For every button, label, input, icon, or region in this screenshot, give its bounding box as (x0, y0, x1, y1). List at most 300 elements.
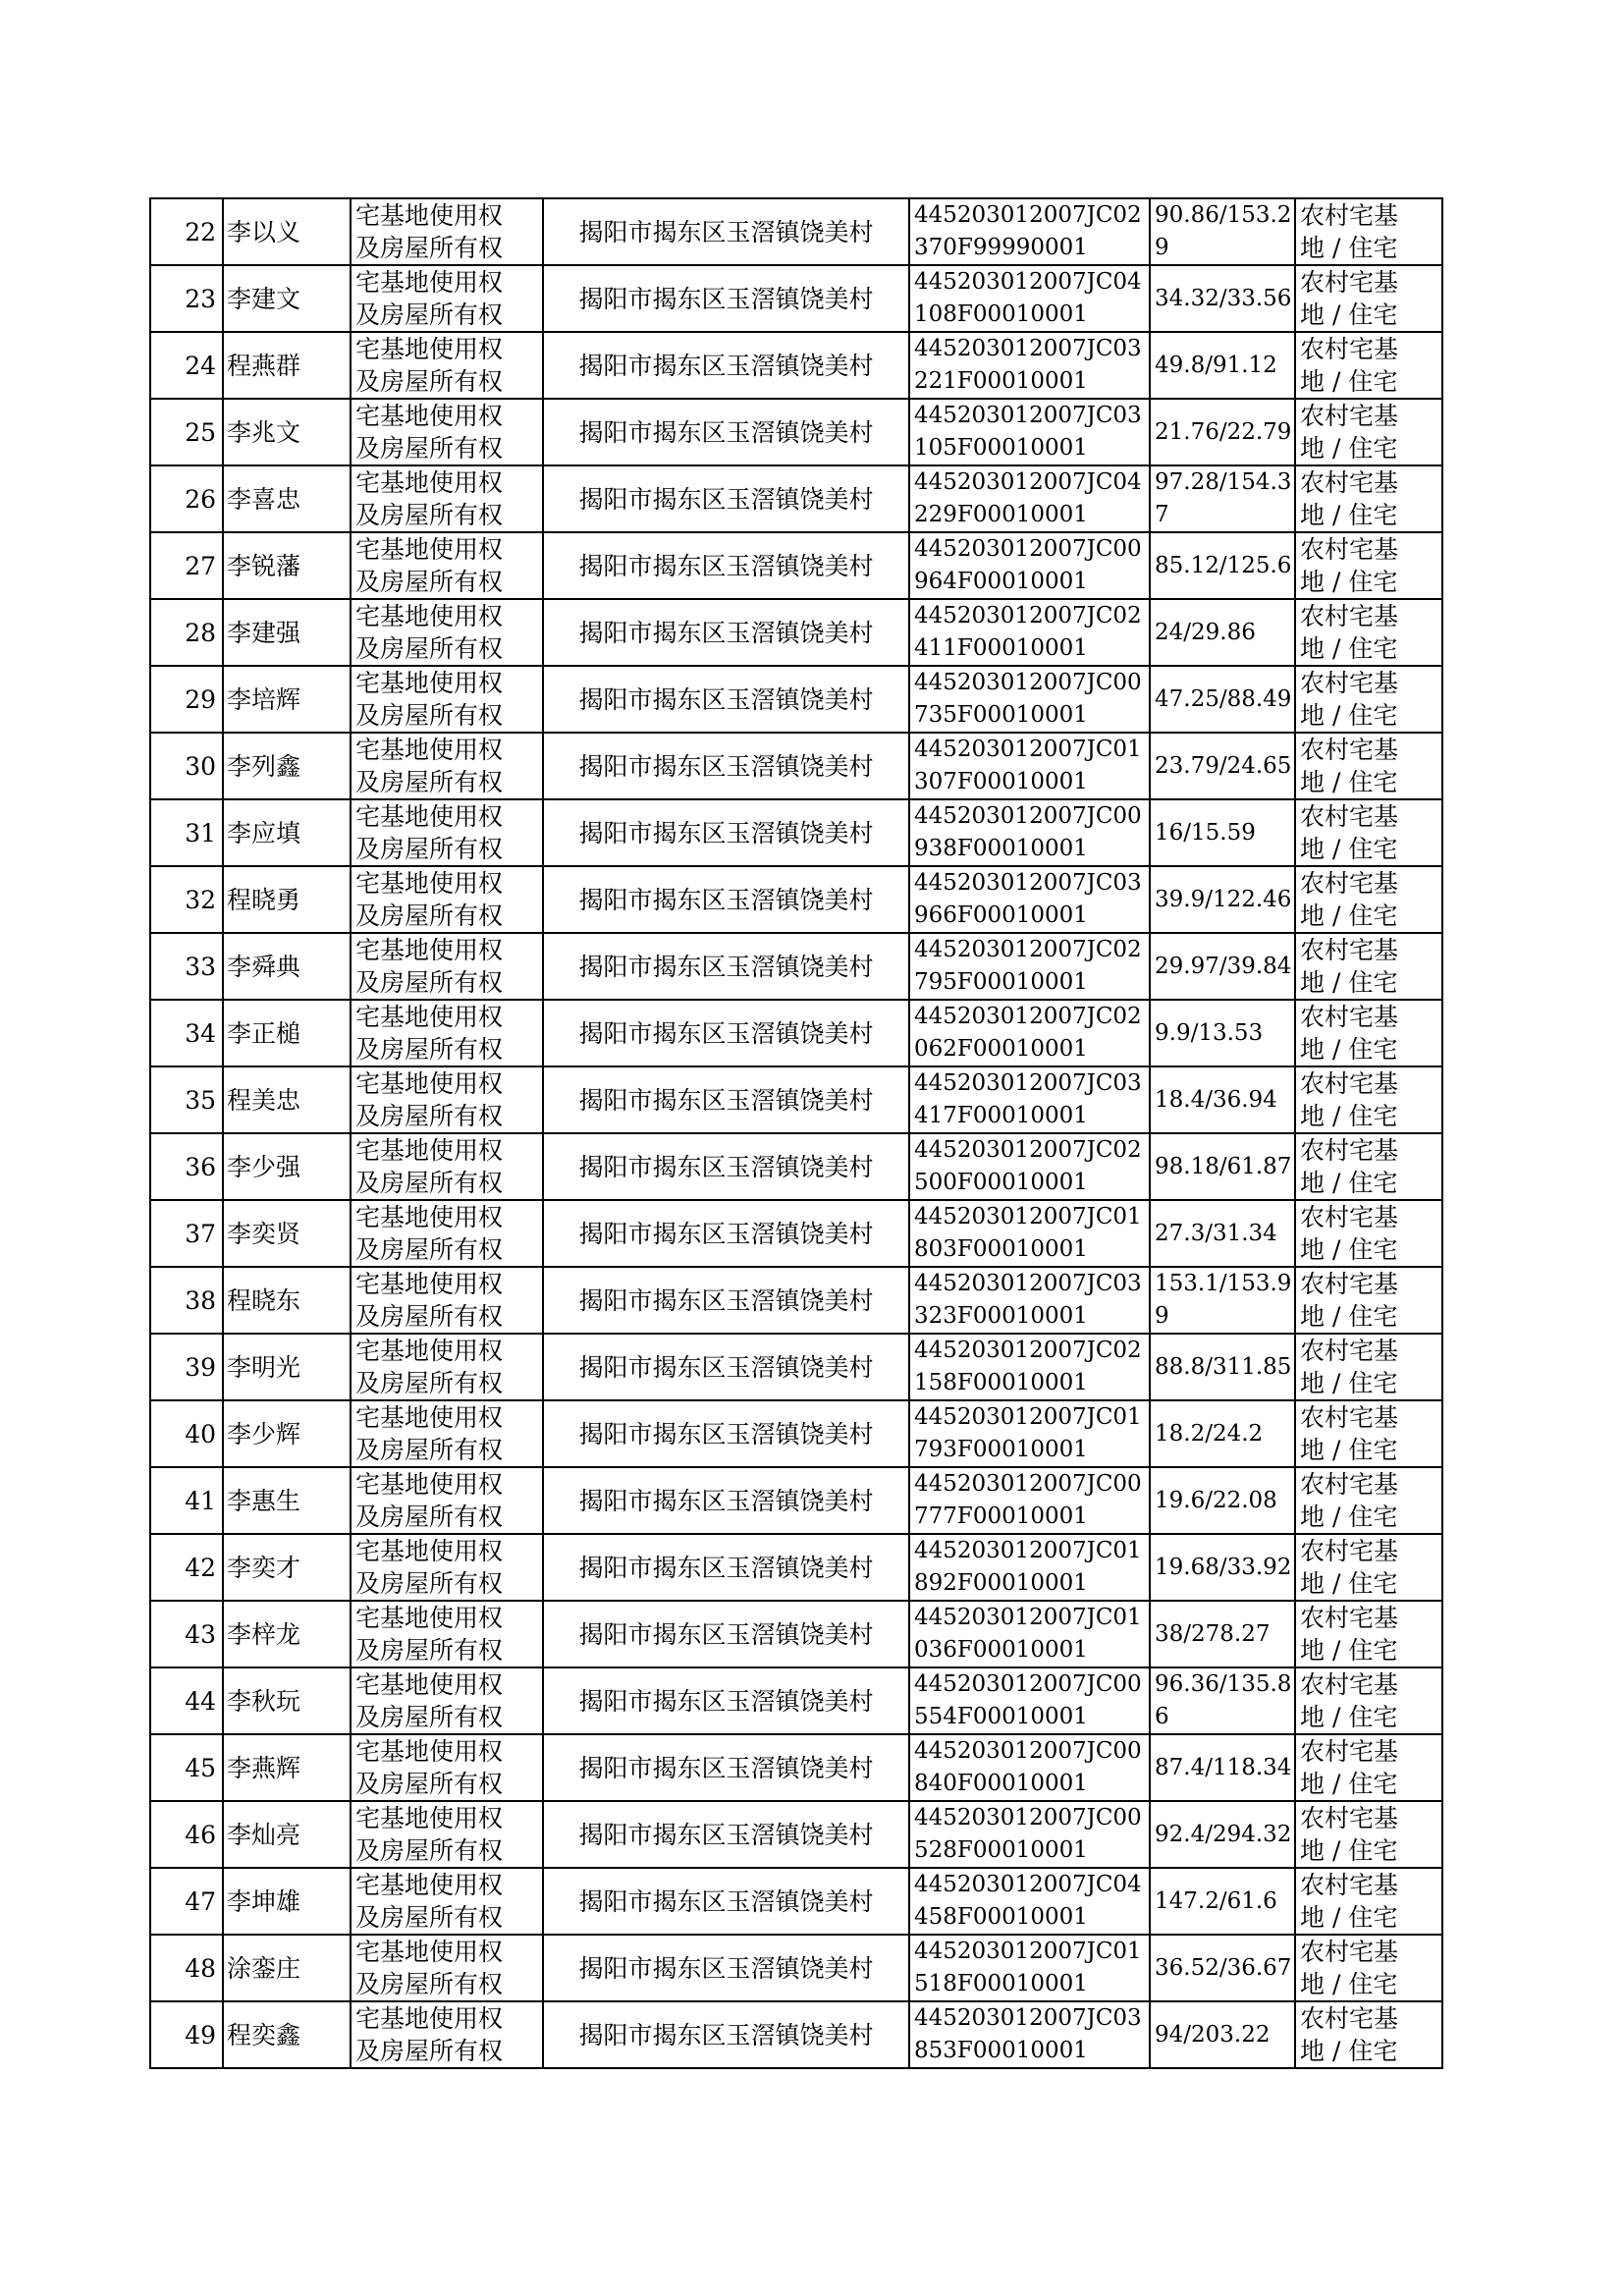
parcel-code-cell: 445203012007JC03323F00010001 (909, 1267, 1150, 1334)
location-cell: 揭阳市揭东区玉滘镇饶美村 (543, 399, 909, 465)
land-use-cell-line: 农村宅基 (1300, 402, 1399, 430)
location-cell: 揭阳市揭东区玉滘镇饶美村 (543, 198, 909, 265)
land-use-cell-line: 农村宅基 (1300, 602, 1399, 630)
right-type-cell-line: 宅基地使用权 (355, 1003, 504, 1031)
right-type-cell (351, 332, 543, 399)
row-number-cell: 23 (150, 265, 223, 332)
land-use-cell-line: 地 / 住宅 (1300, 1169, 1398, 1197)
land-use-cell (1295, 799, 1442, 866)
right-type-cell-line: 宅基地使用权 (355, 535, 504, 564)
right-type-cell (351, 933, 543, 1000)
land-use-cell (1295, 1935, 1442, 2001)
land-use-cell-line: 地 / 住宅 (1300, 1503, 1398, 1531)
owner-name-cell: 李少辉 (223, 1400, 351, 1467)
location-cell: 揭阳市揭东区玉滘镇饶美村 (543, 332, 909, 399)
right-type-cell-line: 及房屋所有权 (355, 1770, 504, 1798)
land-use-cell-line: 地 / 住宅 (1300, 902, 1398, 930)
row-number-cell: 43 (150, 1601, 223, 1667)
location-cell: 揭阳市揭东区玉滘镇饶美村 (543, 1868, 909, 1935)
location-cell: 揭阳市揭东区玉滘镇饶美村 (543, 1801, 909, 1868)
parcel-code-cell: 445203012007JC01892F00010001 (909, 1534, 1150, 1601)
location-cell: 揭阳市揭东区玉滘镇饶美村 (543, 799, 909, 866)
row-number-cell: 46 (150, 1801, 223, 1868)
land-use-cell (1295, 1066, 1442, 1133)
right-type-cell-line: 宅基地使用权 (355, 869, 504, 898)
table-row (150, 532, 1442, 599)
area-cell: 39.9/122.46 (1150, 866, 1295, 933)
land-use-cell-line: 地 / 住宅 (1300, 768, 1398, 796)
land-use-cell-line: 地 / 住宅 (1300, 568, 1398, 596)
area-cell: 18.4/36.94 (1150, 1066, 1295, 1133)
land-use-cell (1295, 1467, 1442, 1534)
owner-name-cell: 李建文 (223, 265, 351, 332)
area-cell: 23.79/24.65 (1150, 733, 1295, 799)
owner-name-cell: 李惠生 (223, 1467, 351, 1534)
land-use-cell-line: 农村宅基 (1300, 1337, 1399, 1365)
row-number-cell: 32 (150, 866, 223, 933)
row-number-cell: 26 (150, 465, 223, 532)
right-type-cell (351, 1267, 543, 1334)
table-row (150, 1334, 1442, 1400)
owner-name-cell: 李奕贤 (223, 1200, 351, 1267)
land-use-cell (1295, 332, 1442, 399)
right-type-cell-line: 宅基地使用权 (355, 1604, 504, 1632)
location-cell: 揭阳市揭东区玉滘镇饶美村 (543, 265, 909, 332)
right-type-cell (351, 532, 543, 599)
right-type-cell-line: 及房屋所有权 (355, 1836, 504, 1865)
land-use-cell-line: 地 / 住宅 (1300, 1903, 1398, 1932)
right-type-cell-line: 及房屋所有权 (355, 2037, 504, 2065)
location-cell: 揭阳市揭东区玉滘镇饶美村 (543, 1267, 909, 1334)
parcel-code-cell: 445203012007JC01518F00010001 (909, 1935, 1150, 2001)
owner-name-cell: 李以义 (223, 198, 351, 265)
land-use-cell-line: 地 / 住宅 (1300, 367, 1398, 396)
land-use-cell (1295, 1868, 1442, 1935)
land-use-cell (1295, 666, 1442, 733)
owner-name-cell: 李正槌 (223, 1000, 351, 1066)
land-use-cell-line: 农村宅基 (1300, 1938, 1399, 1966)
row-number-cell: 48 (150, 1935, 223, 2001)
right-type-cell-line: 宅基地使用权 (355, 268, 504, 297)
right-type-cell-line: 宅基地使用权 (355, 1537, 504, 1565)
land-use-cell (1295, 1400, 1442, 1467)
area-cell: 88.8/311.85 (1150, 1334, 1295, 1400)
owner-name-cell: 李灿亮 (223, 1801, 351, 1868)
land-use-cell-line: 农村宅基 (1300, 1670, 1399, 1699)
right-type-cell (351, 666, 543, 733)
land-use-cell (1295, 933, 1442, 1000)
right-type-cell-line: 宅基地使用权 (355, 468, 504, 497)
right-type-cell-line: 及房屋所有权 (355, 1235, 504, 1264)
table-row (150, 1801, 1442, 1868)
land-use-cell (1295, 1734, 1442, 1801)
right-type-cell-line: 及房屋所有权 (355, 367, 504, 396)
row-number-cell: 35 (150, 1066, 223, 1133)
row-number-cell: 39 (150, 1334, 223, 1400)
land-use-cell-line: 地 / 住宅 (1300, 1369, 1398, 1397)
land-use-cell (1295, 1200, 1442, 1267)
land-use-cell-line: 农村宅基 (1300, 1136, 1399, 1165)
table-row (150, 1400, 1442, 1467)
right-type-cell (351, 1000, 543, 1066)
parcel-code-cell: 445203012007JC03417F00010001 (909, 1066, 1150, 1133)
parcel-code-cell: 445203012007JC02062F00010001 (909, 1000, 1150, 1066)
parcel-code-cell: 445203012007JC01307F00010001 (909, 733, 1150, 799)
row-number-cell: 44 (150, 1667, 223, 1734)
land-use-cell-line: 地 / 住宅 (1300, 1302, 1398, 1331)
parcel-code-cell: 445203012007JC00554F00010001 (909, 1667, 1150, 1734)
table-row (150, 1133, 1442, 1200)
table-row (150, 733, 1442, 799)
location-cell: 揭阳市揭东区玉滘镇饶美村 (543, 666, 909, 733)
right-type-cell-line: 及房屋所有权 (355, 1903, 504, 1932)
right-type-cell-line: 及房屋所有权 (355, 1569, 504, 1598)
area-cell: 19.6/22.08 (1150, 1467, 1295, 1534)
table-row (150, 1267, 1442, 1334)
right-type-cell (351, 866, 543, 933)
table-row (150, 1534, 1442, 1601)
right-type-cell (351, 1133, 543, 1200)
owner-name-cell: 程燕群 (223, 332, 351, 399)
location-cell: 揭阳市揭东区玉滘镇饶美村 (543, 1534, 909, 1601)
area-cell: 19.68/33.92 (1150, 1534, 1295, 1601)
parcel-code-cell: 445203012007JC03966F00010001 (909, 866, 1150, 933)
parcel-code-cell: 445203012007JC00735F00010001 (909, 666, 1150, 733)
row-number-cell: 45 (150, 1734, 223, 1801)
parcel-code-cell: 445203012007JC00964F00010001 (909, 532, 1150, 599)
right-type-cell-line: 宅基地使用权 (355, 1737, 504, 1766)
owner-name-cell: 涂銮庄 (223, 1935, 351, 2001)
table-row (150, 1200, 1442, 1267)
right-type-cell (351, 599, 543, 666)
area-cell: 34.32/33.56 (1150, 265, 1295, 332)
land-use-cell-line: 地 / 住宅 (1300, 1703, 1398, 1731)
right-type-cell-line: 及房屋所有权 (355, 1369, 504, 1397)
land-use-cell-line: 农村宅基 (1300, 468, 1399, 497)
land-use-cell (1295, 733, 1442, 799)
right-type-cell (351, 1734, 543, 1801)
area-cell: 24/29.86 (1150, 599, 1295, 666)
parcel-code-cell: 445203012007JC01793F00010001 (909, 1400, 1150, 1467)
location-cell: 揭阳市揭东区玉滘镇饶美村 (543, 532, 909, 599)
land-use-cell-line: 农村宅基 (1300, 1003, 1399, 1031)
parcel-code-cell: 445203012007JC02370F99990001 (909, 198, 1150, 265)
right-type-cell (351, 1066, 543, 1133)
owner-name-cell: 李喜忠 (223, 465, 351, 532)
parcel-code-cell: 445203012007JC01803F00010001 (909, 1200, 1150, 1267)
row-number-cell: 30 (150, 733, 223, 799)
right-type-cell-line: 宅基地使用权 (355, 1403, 504, 1432)
land-use-cell (1295, 1267, 1442, 1334)
owner-name-cell: 李明光 (223, 1334, 351, 1400)
location-cell: 揭阳市揭东区玉滘镇饶美村 (543, 599, 909, 666)
row-number-cell: 24 (150, 332, 223, 399)
right-type-cell-line: 宅基地使用权 (355, 1470, 504, 1499)
parcel-code-cell: 445203012007JC03221F00010001 (909, 332, 1150, 399)
right-type-cell-line: 及房屋所有权 (355, 301, 504, 329)
land-use-cell-line: 地 / 住宅 (1300, 1035, 1398, 1064)
right-type-cell (351, 1334, 543, 1400)
land-use-cell-line: 农村宅基 (1300, 1203, 1399, 1231)
land-use-cell-line: 农村宅基 (1300, 1604, 1399, 1632)
table-row (150, 1066, 1442, 1133)
area-cell: 147.2/61.6 (1150, 1868, 1295, 1935)
parcel-code-cell: 445203012007JC00528F00010001 (909, 1801, 1150, 1868)
right-type-cell (351, 1868, 543, 1935)
owner-name-cell: 程晓东 (223, 1267, 351, 1334)
table-row (150, 465, 1442, 532)
area-cell: 47.25/88.49 (1150, 666, 1295, 733)
right-type-cell-line: 及房屋所有权 (355, 1035, 504, 1064)
right-type-cell-line: 及房屋所有权 (355, 234, 504, 262)
right-type-cell-line: 及房屋所有权 (355, 568, 504, 596)
land-use-cell-line: 地 / 住宅 (1300, 701, 1398, 730)
parcel-code-cell: 445203012007JC04458F00010001 (909, 1868, 1150, 1935)
land-use-cell-line: 农村宅基 (1300, 2004, 1399, 2033)
land-use-cell-line: 农村宅基 (1300, 1871, 1399, 1899)
right-type-cell (351, 1601, 543, 1667)
land-use-cell (1295, 399, 1442, 465)
area-cell: 9.9/13.53 (1150, 1000, 1295, 1066)
row-number-cell: 49 (150, 2001, 223, 2068)
table-row (150, 1935, 1442, 2001)
land-use-cell-line: 地 / 住宅 (1300, 1235, 1398, 1264)
right-type-cell-line: 宅基地使用权 (355, 1337, 504, 1365)
right-type-cell (351, 799, 543, 866)
owner-name-cell: 李锐藩 (223, 532, 351, 599)
land-use-cell-line: 农村宅基 (1300, 1737, 1399, 1766)
land-use-cell-line: 地 / 住宅 (1300, 1436, 1398, 1464)
land-use-cell-line: 地 / 住宅 (1300, 634, 1398, 663)
land-use-cell (1295, 1801, 1442, 1868)
owner-name-cell: 程美忠 (223, 1066, 351, 1133)
owner-name-cell: 李建强 (223, 599, 351, 666)
land-use-cell-line: 农村宅基 (1300, 936, 1399, 964)
owner-name-cell: 李少强 (223, 1133, 351, 1200)
location-cell: 揭阳市揭东区玉滘镇饶美村 (543, 933, 909, 1000)
right-type-cell-line: 宅基地使用权 (355, 602, 504, 630)
land-use-cell-line: 农村宅基 (1300, 1804, 1399, 1832)
owner-name-cell: 李应填 (223, 799, 351, 866)
land-use-cell (1295, 866, 1442, 933)
right-type-cell-line: 宅基地使用权 (355, 1203, 504, 1231)
parcel-code-cell: 445203012007JC00777F00010001 (909, 1467, 1150, 1534)
right-type-cell-line: 宅基地使用权 (355, 1670, 504, 1699)
right-type-cell (351, 1400, 543, 1467)
location-cell: 揭阳市揭东区玉滘镇饶美村 (543, 1467, 909, 1534)
row-number-cell: 22 (150, 198, 223, 265)
right-type-cell (351, 399, 543, 465)
table-row (150, 799, 1442, 866)
location-cell: 揭阳市揭东区玉滘镇饶美村 (543, 733, 909, 799)
table-row (150, 933, 1442, 1000)
land-use-cell-line: 农村宅基 (1300, 1537, 1399, 1565)
land-use-cell (1295, 532, 1442, 599)
right-type-cell (351, 1467, 543, 1534)
land-use-cell (1295, 1534, 1442, 1601)
right-type-cell-line: 及房屋所有权 (355, 701, 504, 730)
land-use-cell-line: 农村宅基 (1300, 201, 1399, 230)
right-type-cell-line: 及房屋所有权 (355, 501, 504, 529)
land-use-cell-line: 农村宅基 (1300, 802, 1399, 831)
right-type-cell-line: 及房屋所有权 (355, 1503, 504, 1531)
location-cell: 揭阳市揭东区玉滘镇饶美村 (543, 2001, 909, 2068)
table-row (150, 1667, 1442, 1734)
right-type-cell-line: 及房屋所有权 (355, 1436, 504, 1464)
right-type-cell-line: 宅基地使用权 (355, 936, 504, 964)
table-row (150, 599, 1442, 666)
right-type-cell-line: 及房屋所有权 (355, 1703, 504, 1731)
area-cell: 153.1/153.99 (1150, 1267, 1295, 1334)
row-number-cell: 47 (150, 1868, 223, 1935)
right-type-cell-line: 宅基地使用权 (355, 402, 504, 430)
right-type-cell-line: 宅基地使用权 (355, 802, 504, 831)
land-use-cell-line: 地 / 住宅 (1300, 1102, 1398, 1130)
row-number-cell: 41 (150, 1467, 223, 1534)
location-cell: 揭阳市揭东区玉滘镇饶美村 (543, 1935, 909, 2001)
parcel-code-cell: 445203012007JC02795F00010001 (909, 933, 1150, 1000)
owner-name-cell: 李舜典 (223, 933, 351, 1000)
right-type-cell-line: 宅基地使用权 (355, 201, 504, 230)
owner-name-cell: 李兆文 (223, 399, 351, 465)
land-use-cell-line: 地 / 住宅 (1300, 968, 1398, 997)
right-type-cell (351, 1200, 543, 1267)
table-row (150, 1868, 1442, 1935)
location-cell: 揭阳市揭东区玉滘镇饶美村 (543, 1400, 909, 1467)
row-number-cell: 40 (150, 1400, 223, 1467)
right-type-cell (351, 265, 543, 332)
table-row (150, 265, 1442, 332)
area-cell: 36.52/36.67 (1150, 1935, 1295, 2001)
land-use-cell-line: 地 / 住宅 (1300, 2037, 1398, 2065)
land-use-cell-line: 农村宅基 (1300, 268, 1399, 297)
area-cell: 38/278.27 (1150, 1601, 1295, 1667)
location-cell: 揭阳市揭东区玉滘镇饶美村 (543, 1734, 909, 1801)
registry-table (149, 197, 1443, 2069)
land-use-cell-line: 地 / 住宅 (1300, 1836, 1398, 1865)
land-use-cell-line: 农村宅基 (1300, 1270, 1399, 1298)
location-cell: 揭阳市揭东区玉滘镇饶美村 (543, 1000, 909, 1066)
parcel-code-cell: 445203012007JC00938F00010001 (909, 799, 1150, 866)
row-number-cell: 36 (150, 1133, 223, 1200)
right-type-cell (351, 1801, 543, 1868)
right-type-cell-line: 宅基地使用权 (355, 1069, 504, 1098)
right-type-cell (351, 1667, 543, 1734)
right-type-cell-line: 宅基地使用权 (355, 669, 504, 697)
location-cell: 揭阳市揭东区玉滘镇饶美村 (543, 1667, 909, 1734)
land-use-cell-line: 地 / 住宅 (1300, 1569, 1398, 1598)
area-cell: 92.4/294.32 (1150, 1801, 1295, 1868)
table-row (150, 399, 1442, 465)
land-use-cell (1295, 2001, 1442, 2068)
area-cell: 16/15.59 (1150, 799, 1295, 866)
parcel-code-cell: 445203012007JC04108F00010001 (909, 265, 1150, 332)
right-type-cell-line: 及房屋所有权 (355, 1970, 504, 1998)
owner-name-cell: 李奕才 (223, 1534, 351, 1601)
land-use-cell-line: 地 / 住宅 (1300, 1770, 1398, 1798)
row-number-cell: 38 (150, 1267, 223, 1334)
location-cell: 揭阳市揭东区玉滘镇饶美村 (543, 1133, 909, 1200)
land-use-cell-line: 地 / 住宅 (1300, 301, 1398, 329)
table-row (150, 1734, 1442, 1801)
parcel-code-cell: 445203012007JC02158F00010001 (909, 1334, 1150, 1400)
area-cell: 96.36/135.86 (1150, 1667, 1295, 1734)
right-type-cell (351, 1534, 543, 1601)
right-type-cell-line: 宅基地使用权 (355, 1938, 504, 1966)
land-use-cell (1295, 599, 1442, 666)
right-type-cell-line: 及房屋所有权 (355, 434, 504, 463)
right-type-cell-line: 宅基地使用权 (355, 335, 504, 363)
parcel-code-cell: 445203012007JC02500F00010001 (909, 1133, 1150, 1200)
table-row (150, 2001, 1442, 2068)
right-type-cell (351, 1935, 543, 2001)
row-number-cell: 37 (150, 1200, 223, 1267)
area-cell: 29.97/39.84 (1150, 933, 1295, 1000)
right-type-cell-line: 及房屋所有权 (355, 1636, 504, 1665)
table-row (150, 666, 1442, 733)
location-cell: 揭阳市揭东区玉滘镇饶美村 (543, 465, 909, 532)
land-use-cell-line: 农村宅基 (1300, 669, 1399, 697)
right-type-cell (351, 2001, 543, 2068)
table-row (150, 1000, 1442, 1066)
table-row (150, 1601, 1442, 1667)
table-row (150, 866, 1442, 933)
registry-table-body (150, 198, 1442, 2068)
right-type-cell-line: 及房屋所有权 (355, 1302, 504, 1331)
land-use-cell-line: 地 / 住宅 (1300, 835, 1398, 863)
row-number-cell: 42 (150, 1534, 223, 1601)
table-row (150, 1467, 1442, 1534)
land-use-cell-line: 地 / 住宅 (1300, 501, 1398, 529)
table-row (150, 198, 1442, 265)
area-cell: 18.2/24.2 (1150, 1400, 1295, 1467)
area-cell: 94/203.22 (1150, 2001, 1295, 2068)
owner-name-cell: 李梓龙 (223, 1601, 351, 1667)
owner-name-cell: 李秋玩 (223, 1667, 351, 1734)
row-number-cell: 33 (150, 933, 223, 1000)
right-type-cell-line: 及房屋所有权 (355, 634, 504, 663)
right-type-cell-line: 宅基地使用权 (355, 736, 504, 764)
land-use-cell-line: 农村宅基 (1300, 1470, 1399, 1499)
right-type-cell-line: 及房屋所有权 (355, 1169, 504, 1197)
area-cell: 98.18/61.87 (1150, 1133, 1295, 1200)
land-use-cell-line: 农村宅基 (1300, 535, 1399, 564)
area-cell: 87.4/118.34 (1150, 1734, 1295, 1801)
land-use-cell (1295, 1000, 1442, 1066)
right-type-cell (351, 465, 543, 532)
owner-name-cell: 李培辉 (223, 666, 351, 733)
parcel-code-cell: 445203012007JC01036F00010001 (909, 1601, 1150, 1667)
owner-name-cell: 程晓勇 (223, 866, 351, 933)
right-type-cell-line: 宅基地使用权 (355, 1136, 504, 1165)
area-cell: 21.76/22.79 (1150, 399, 1295, 465)
right-type-cell-line: 及房屋所有权 (355, 902, 504, 930)
parcel-code-cell: 445203012007JC03105F00010001 (909, 399, 1150, 465)
area-cell: 85.12/125.6 (1150, 532, 1295, 599)
right-type-cell-line: 宅基地使用权 (355, 1871, 504, 1899)
parcel-code-cell: 445203012007JC04229F00010001 (909, 465, 1150, 532)
area-cell: 97.28/154.37 (1150, 465, 1295, 532)
land-use-cell-line: 农村宅基 (1300, 869, 1399, 898)
right-type-cell-line: 宅基地使用权 (355, 1270, 504, 1298)
right-type-cell-line: 及房屋所有权 (355, 768, 504, 796)
right-type-cell (351, 733, 543, 799)
area-cell: 27.3/31.34 (1150, 1200, 1295, 1267)
land-use-cell (1295, 265, 1442, 332)
land-use-cell (1295, 1334, 1442, 1400)
owner-name-cell: 李坤雄 (223, 1868, 351, 1935)
row-number-cell: 25 (150, 399, 223, 465)
